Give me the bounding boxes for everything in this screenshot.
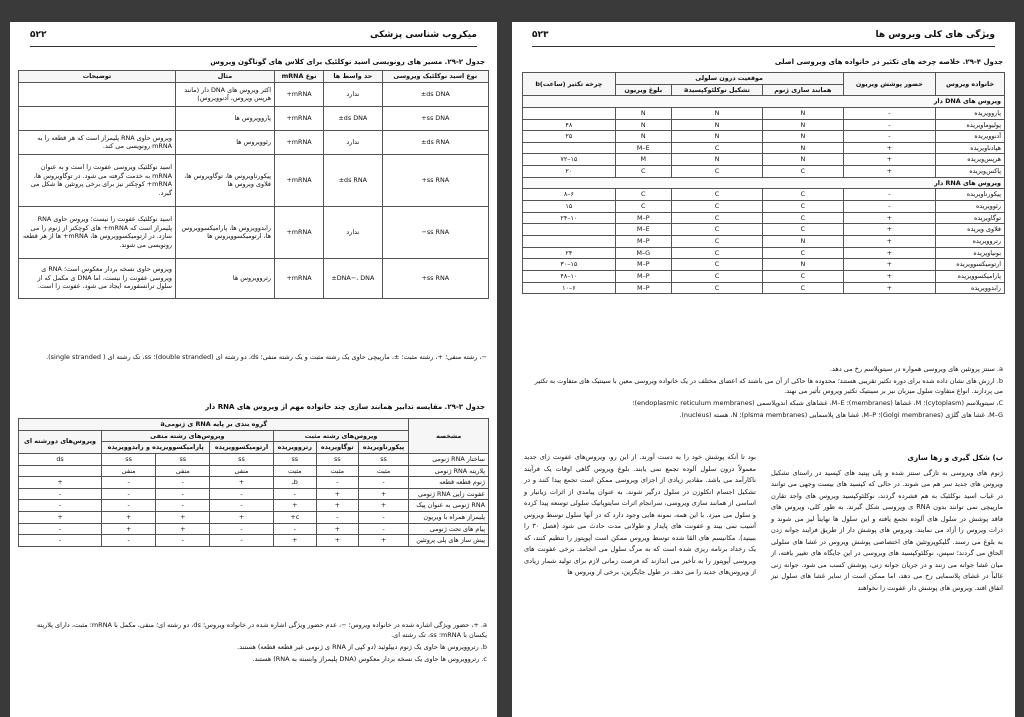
notes-cell: [19, 82, 176, 106]
table-row: [19, 477, 489, 489]
value-cell: -: [19, 535, 102, 547]
cycle-cell: [523, 224, 616, 236]
footnote: b. ارزش های نشان داده شده برای دوره تکثیر تقریبی هستند؛ محدوده ها حاکی از آن می باشند که اعضای مختلف در یک خانواده ویروسی معین با سینتیک های متفاوت به تکثیر می پردازند. انواع متفاوت سلول میزبان نیز بر سینتیک تکثیر ویروس تأثیر می نهند.: [534, 377, 1003, 396]
table-3-caption: جدول ۳-۲۹. مقایسه تدابیر همانند سازی چند خانواده مهم از ویروس های RNA دار: [205, 403, 485, 411]
table-row: [523, 270, 1005, 282]
table-row: [523, 247, 1005, 259]
replication-cell: C: [763, 247, 843, 259]
col-nucleic-acid-header: نوع اسید نوکلئیک ویروسی: [382, 71, 488, 83]
cycle-cell: ۱۵: [523, 201, 616, 213]
cycle-cell: ۲۵: [523, 131, 616, 143]
replication-cell: N: [763, 131, 843, 143]
page-number: ۵۲۲: [30, 30, 47, 40]
page-header: [532, 30, 995, 47]
nucleocapsid-cell: N: [671, 154, 762, 166]
value-cell: ss: [156, 453, 210, 465]
value-cell: -: [210, 523, 273, 535]
table-4: [522, 72, 1005, 294]
maturation-cell: C: [615, 201, 671, 213]
nucleocapsid-cell: C: [671, 142, 762, 154]
feature-cell: عفونت زایی RNA ژنومی: [409, 488, 489, 500]
value-cell: +: [102, 523, 156, 535]
maturation-cell: C: [615, 189, 671, 201]
table-row: [523, 259, 1005, 271]
value-cell: -: [358, 523, 409, 535]
table-3: [18, 418, 489, 547]
value-cell: ds: [19, 453, 102, 465]
value-cell: ss: [358, 453, 409, 465]
feature-cell: پیام های تحت ژنومی: [409, 523, 489, 535]
value-cell: -: [210, 535, 273, 547]
table-row: [19, 465, 489, 477]
replication-cell: C: [763, 212, 843, 224]
family-cell: پولیوماویریده: [936, 119, 1005, 131]
family-cell: رابدوویریده: [936, 282, 1005, 294]
nucleocapsid-cell: C: [671, 166, 762, 178]
value-cell: +: [358, 535, 409, 547]
replication-cell: C: [763, 224, 843, 236]
table-row: [19, 154, 489, 206]
mrna-type-cell: mRNA+: [275, 106, 324, 130]
table-row: [523, 131, 1005, 143]
footnote: b. رتروویروس ها حاوی یک ژنوم دیپلوئید (دو کپی از RNA ی ژنومی غیر قطعه قطعه) هستند.: [237, 643, 487, 652]
replication-cell: C: [763, 166, 843, 178]
table-row: [523, 235, 1005, 247]
nucleic-acid-cell: ss RNA−: [382, 206, 488, 258]
col-family-header: خانواده ویروس: [936, 73, 1005, 96]
envelope-cell: +: [843, 212, 936, 224]
table-header-row: [19, 71, 489, 83]
maturation-cell: M–P: [615, 282, 671, 294]
family-cell: ارتومیکسوویریده: [936, 259, 1005, 271]
value-cell: +: [358, 488, 409, 500]
replication-cell: N: [763, 235, 843, 247]
value-cell: +: [156, 512, 210, 524]
replication-cell: C: [763, 282, 843, 294]
replication-cell: C: [763, 201, 843, 213]
book-page-523: [512, 22, 1015, 717]
cycle-cell: ۱۵–۷۲: [523, 154, 616, 166]
value-cell: -: [156, 535, 210, 547]
col-nucleocapsid-header: تشکیل نوکلئوکپسیدa: [671, 84, 762, 96]
nucleocapsid-cell: C: [671, 212, 762, 224]
value-cell: -: [358, 512, 409, 524]
table-row: [19, 488, 489, 500]
table-4-notes: [524, 364, 1003, 422]
envelope-cell: +: [843, 270, 936, 282]
running-title: میکروب شناسی پزشکی: [369, 30, 477, 40]
envelope-cell: +: [843, 259, 936, 271]
value-cell: c+: [273, 512, 316, 524]
table-3-notes: [20, 620, 487, 666]
nucleocapsid-cell: C: [671, 270, 762, 282]
family-cell: پارامیکسوویریده: [936, 270, 1005, 282]
col-replication-header: همانند سازی ژنوم: [763, 84, 843, 96]
value-cell: -: [19, 523, 102, 535]
section-row: [523, 96, 1005, 108]
nucleocapsid-cell: N: [671, 119, 762, 131]
value-cell: ss: [273, 453, 316, 465]
page-header: [30, 30, 477, 47]
value-cell: +: [316, 488, 358, 500]
mrna-type-cell: mRNA+: [275, 258, 324, 298]
page-number: ۵۲۳: [532, 30, 549, 40]
value-cell: +: [316, 500, 358, 512]
maturation-cell: M–P: [615, 212, 671, 224]
family-cell: توگاویریده: [936, 212, 1005, 224]
family-cell: رئوویریده: [936, 201, 1005, 213]
nucleocapsid-cell: C: [671, 282, 762, 294]
envelope-cell: +: [843, 247, 936, 259]
replication-cell: N: [763, 119, 843, 131]
notes-cell: [19, 106, 176, 130]
maturation-cell: M–P: [615, 235, 671, 247]
envelope-cell: +: [843, 235, 936, 247]
nucleocapsid-cell: N: [671, 107, 762, 119]
nucleic-acid-cell: ss RNA+: [382, 154, 488, 206]
nucleic-acid-cell: ss RNA+: [382, 258, 488, 298]
family-cell: آدنوویریده: [936, 131, 1005, 143]
family-cell: هپادناویریده: [936, 142, 1005, 154]
intermediates-cell: ندارد: [324, 82, 383, 106]
table-row: [19, 535, 489, 547]
family-cell: فلاوی ویریده: [936, 224, 1005, 236]
value-cell: [19, 465, 102, 477]
table-row: [19, 523, 489, 535]
value-cell: +: [358, 500, 409, 512]
col-example-header: مثال: [176, 71, 275, 83]
book-page-522: [10, 22, 497, 717]
family-header: پارامیکسوویریده و رابدوویریده: [102, 442, 210, 454]
family-cell: پاکس‌ویریده: [936, 166, 1005, 178]
value-cell: -: [358, 477, 409, 489]
table-row: [523, 166, 1005, 178]
value-cell: -: [102, 488, 156, 500]
col-cycle-header: چرخه تکثیر (ساعت)b: [523, 73, 616, 96]
feature-cell: پلاریته RNA ژنومی: [409, 465, 489, 477]
value-cell: منفی: [102, 465, 156, 477]
value-cell: -: [273, 523, 316, 535]
value-cell: -: [316, 512, 358, 524]
location-header: موقعیت درون سلولی: [615, 73, 843, 85]
table-row: [523, 224, 1005, 236]
value-cell: +: [19, 512, 102, 524]
family-cell: پاروویریده: [936, 107, 1005, 119]
value-cell: -: [156, 477, 210, 489]
notes-cell: اسید نوکلئیک ویروسی عفونت زا است و به عنوان mRNA به خدمت گرفته می شود. در توگاویروس ها، mRNA+ کوچکتر نیز برای برخی پروتئین ها شکل می گیرد.: [19, 154, 176, 206]
maturation-cell: M–E: [615, 224, 671, 236]
value-cell: +: [210, 512, 273, 524]
feature-cell: پیش ساز های پلی پروتئین: [409, 535, 489, 547]
value-cell: ss: [102, 453, 156, 465]
value-cell: -: [156, 488, 210, 500]
notes-cell: ویروس حاوی نسخه بردار معکوس است؛ RNA ی ویروسی عفونت زا نیست، اما DNA ی مکمل که از سلول ترانسفورمه ایجاد می شود، عفونت زا است.: [19, 258, 176, 298]
value-cell: +: [210, 477, 273, 489]
nucleic-acid-cell: ds RNA±: [382, 130, 488, 154]
footnote: c. رتروویروس ها حاوی یک نسخه بردار معکوس (DNA پلیمراز وابسته به RNA) هستند.: [252, 655, 487, 664]
table-row: [523, 142, 1005, 154]
table-row: [523, 201, 1005, 213]
value-cell: منفی: [156, 465, 210, 477]
col-envelope-header: حضور پوشش ویریون: [843, 73, 936, 96]
envelope-cell: +: [843, 154, 936, 166]
section-row: [523, 177, 1005, 189]
cycle-cell: ۱۰–۲۴: [523, 212, 616, 224]
cycle-cell: ۲۰: [523, 166, 616, 178]
example-cell: پیکورناویروس ها، توگاویروس ها، فلاوی ویروس ها: [176, 154, 275, 206]
value-cell: -: [210, 500, 273, 512]
value-cell: -: [19, 488, 102, 500]
intermediates-cell: ds DNA±: [324, 106, 383, 130]
example-cell: رابدوویروس ها، پارامیکسوویروس ها، ارتومیکسوویروس ها: [176, 206, 275, 258]
replication-cell: C: [763, 270, 843, 282]
cycle-cell: [523, 142, 616, 154]
nucleocapsid-cell: C: [671, 259, 762, 271]
footnote: C، سیتوپلاسم (cytoplasm)؛ M، غشاها (membranes)؛ M–E، غشاهای شبکه اندوپلاسمی (endoplasmic reticulum membranes)؛: [632, 399, 1003, 408]
cycle-cell: ۶–۸: [523, 189, 616, 201]
replication-cell: C: [763, 189, 843, 201]
nucleocapsid-cell: C: [671, 201, 762, 213]
value-cell: منفی: [210, 465, 273, 477]
nucleocapsid-cell: C: [671, 189, 762, 201]
value-cell: مثبت: [273, 465, 316, 477]
envelope-cell: +: [843, 166, 936, 178]
table-row: [523, 154, 1005, 166]
nucleocapsid-cell: C: [671, 247, 762, 259]
family-header: ارتومیکسوویریده: [210, 442, 273, 454]
value-cell: -: [102, 535, 156, 547]
nucleic-acid-cell: ss DNA+: [382, 106, 488, 130]
maturation-cell: M–P: [615, 259, 671, 271]
cycle-cell: ۲۴: [523, 247, 616, 259]
mrna-type-cell: mRNA+: [275, 82, 324, 106]
footnote: M–G، غشا های گلژی (Golgi membranes)؛ M–P، غشا های پلاسمایی (plsma membranes)؛ N، هسته (nucleus).: [679, 411, 1003, 420]
feature-cell: پلیمراز همراه با ویریون: [409, 512, 489, 524]
family-cell: هرپس‌ویریده: [936, 154, 1005, 166]
family-header: پیکورناویریده: [358, 442, 409, 454]
table-2: [18, 70, 489, 299]
cycle-cell: ۱۵–۳۰: [523, 259, 616, 271]
table-row: [19, 82, 489, 106]
family-header: رتروویریده: [273, 442, 316, 454]
value-cell: +: [273, 500, 316, 512]
text-column-left: [524, 452, 756, 579]
table-row: [523, 189, 1005, 201]
value-cell: مثبت: [316, 465, 358, 477]
value-cell: -: [19, 500, 102, 512]
cycle-cell: [523, 107, 616, 119]
value-cell: +: [316, 535, 358, 547]
section-heading: ب) شکل گیری و رها سازی: [907, 453, 1003, 462]
table-row: [19, 453, 489, 465]
envelope-cell: -: [843, 189, 936, 201]
col-intermediates-header: حد واسط ها: [324, 71, 383, 83]
value-cell: +: [273, 535, 316, 547]
maturation-cell: M–G: [615, 247, 671, 259]
group-negative-strand: ویروس‌های رشته منفی: [102, 430, 274, 442]
notes-cell: اسید نوکلئیک عفونت زا نیست؛ ویروس حاوی RNA پلیمراز است که mRNA+ های کوچکتر از ژنوم را می سازد. در ارتومیکسوویروس ها، mRNA+ ها از هر قطعه رونویسی می شوند.: [19, 206, 176, 258]
value-cell: -: [210, 488, 273, 500]
replication-cell: N: [763, 142, 843, 154]
maturation-cell: N: [615, 107, 671, 119]
nucleocapsid-cell: C: [671, 235, 762, 247]
paragraph: ژنوم های ویروسی به تازگی سنتز شده و پلی پپتید های کپسید در راستای تشکیل ویروس های جدید سر هم می شوند. در حالی که کپسید های بیست وجهی می توانند در غیاب اسید نوکلئیک به هم فشرده گردند، نوکلئوکپسید ویروس های واجد تقارن مارپیچی نمی توانند بدون RNA ی ویروسی شکل گیرند. به طور کلی، ویروس های فاقد پوشش در سلول های آلوده تجمع یافته و این سلول ها نهایتاً لیز می شوند و ذرات ویروس را آزاد می نمایند. ویروس های پوشش دار از طریق فرایند جوانه زدن به بلوغ می رسند. گلیکوپروتئین های اختصاصی پوشش ویروس در غشا های سلولی الحاق می گردند؛ سپس، نوکلئوکپسید های ویروسی در این جایگاه های تغییر یافته، از میان غشا جوانه می زنند و در جریان جوانه زنی، پوشش کسب می شود. جوانه زنی غالباً در غشای پلاسمایی رخ می دهد، اما ممکن است از سایر غشا های سلول نیز اتفاق افتد. ویروس های پوشش دار عفونت زا نخواهند: [771, 468, 1003, 592]
replication-cell: N: [763, 107, 843, 119]
table-2-footnote: −، رشته منفی؛ +، رشته مثبت؛ ±، مارپیچی حاوی یک رشته مثبت و یک رشته منفی؛ ds، دو رشته ای (double stranded)؛ ss، تک رشته ای ( single stranded).: [46, 353, 487, 361]
example-cell: پاروویروس ها: [176, 106, 275, 130]
value-cell: ss: [210, 453, 273, 465]
col-feature-header: مشخصه: [409, 419, 489, 454]
envelope-cell: +: [843, 282, 936, 294]
section-label: ویروس های DNA دار: [523, 96, 1005, 108]
table-row: [19, 206, 489, 258]
col-maturation-header: بلوغ ویریون: [615, 84, 671, 96]
running-title: ویژگی های کلی ویروس ها: [875, 30, 995, 40]
value-cell: bـ: [273, 477, 316, 489]
replication-cell: N: [763, 259, 843, 271]
maturation-cell: M–E: [615, 142, 671, 154]
footnote: a. +، حضور ویژگی اشاره شده در خانواده ویروس؛ −، عدم حضور ویژگی اشاره شده در خانواده ویروس؛ ds، دو رشته ای؛ منفی، مکمل با mRNA؛ مثبت، دارای پلاریته یکسان با mRNA؛ ss، تک رشته ای.: [36, 621, 487, 640]
intermediates-cell: ندارد: [324, 206, 383, 258]
feature-cell: ژنوم قطعه قطعه: [409, 477, 489, 489]
group-header: گروه بندی بر پایه RNA ی ژنومیa: [19, 419, 409, 431]
mrna-type-cell: mRNA+: [275, 206, 324, 258]
maturation-cell: N: [615, 119, 671, 131]
nucleocapsid-cell: C: [671, 224, 762, 236]
value-cell: +: [102, 512, 156, 524]
col-notes-header: توضیحات: [19, 71, 176, 83]
table-row: [523, 107, 1005, 119]
value-cell: +: [316, 523, 358, 535]
intermediates-cell: DNA−، DNA±: [324, 258, 383, 298]
example-cell: رتروویروس ها: [176, 258, 275, 298]
table-row: [523, 212, 1005, 224]
family-cell: بونیاویریده: [936, 247, 1005, 259]
intermediates-cell: ندارد: [324, 130, 383, 154]
cycle-cell: ۶–۱۰: [523, 282, 616, 294]
group-double-strand: ویروس‌های دورشته ای: [19, 430, 102, 453]
feature-cell: RNA ژنومی به عنوان پیک: [409, 500, 489, 512]
text-column-right: [771, 452, 1003, 594]
cycle-cell: ۴۸: [523, 119, 616, 131]
nucleic-acid-cell: ds DNA±: [382, 82, 488, 106]
paragraph: بود تا آنکه پوشش خود را به دست آورند. از این رو، ویروس‌های عفونت زای جدید معمولاً درون سلول آلوده تجمع نمی یابند. بلوغ ویروس گاهی اوقات یک فرآیند ناکارآمد می باشد. مقادیر زیادی از اجزای ویروسی ممکن است تجمع پیدا کنند و در تشکیل اجسام انکلوزن در سلول درگیر شوند. به عنوان پیامدی از اثرات زیانبار و اساسی از همانند سازی ویروسی، سرانجام اثرات سایتوپاتیک سلولی توسعه پیدا کرده و سلول می میرد. با این همه، نمونه هایی وجود دارد که در آنها سلول توسط ویروس آسیب نمی بیند و عفونت های پایدار و طولانی مدت حادث می شود (فصل ۳۰ را ببینید). مکانیسم های القا شده توسط ویروس ممکن است آپوپتوز را تنظیم کنند، که یک رخداد برنامه ریزی شده است که به مرگ سلول می انجامد. برخی عفونت های ویروسی آپوپتوز را به تأخیر می اندازند که فرصت زمانی لازم برای تولید شمار زیادی از ویروس‌های جدید را می دهد. در طول جایگزین، برخی از ویروس ها: [524, 453, 756, 577]
section-label: ویروس های RNA دار: [523, 177, 1005, 189]
value-cell: -: [316, 477, 358, 489]
maturation-cell: M: [615, 154, 671, 166]
example-cell: رئوویروس ها: [176, 130, 275, 154]
envelope-cell: +: [843, 142, 936, 154]
cycle-cell: [523, 235, 616, 247]
group-positive-strand: ویروس‌های رشته مثبت: [273, 430, 409, 442]
family-cell: رتروویریده: [936, 235, 1005, 247]
envelope-cell: +: [843, 224, 936, 236]
table-4-caption: جدول ۴-۲۹. خلاصه چرخه های تکثیر در خانواده های ویروسی اصلی: [774, 58, 1003, 66]
value-cell: ss: [316, 453, 358, 465]
table-row: [19, 106, 489, 130]
table-row: [19, 512, 489, 524]
maturation-cell: C: [615, 166, 671, 178]
value-cell: -: [156, 500, 210, 512]
mrna-type-cell: mRNA+: [275, 154, 324, 206]
envelope-cell: -: [843, 201, 936, 213]
notes-cell: ویروس حاوی RNA پلیمراز است که هر قطعه را به mRNA رونویسی می کند.: [19, 130, 176, 154]
value-cell: -: [273, 488, 316, 500]
nucleocapsid-cell: N: [671, 131, 762, 143]
table-row: [19, 258, 489, 298]
value-cell: مثبت: [358, 465, 409, 477]
mrna-type-cell: mRNA+: [275, 130, 324, 154]
table-row: [19, 500, 489, 512]
maturation-cell: M–P: [615, 270, 671, 282]
maturation-cell: N: [615, 131, 671, 143]
table-row: [19, 130, 489, 154]
intermediates-cell: ds RNA±: [324, 154, 383, 206]
value-cell: -: [102, 500, 156, 512]
envelope-cell: -: [843, 131, 936, 143]
family-header: توگاویریده: [316, 442, 358, 454]
replication-cell: N: [763, 154, 843, 166]
envelope-cell: -: [843, 119, 936, 131]
value-cell: -: [102, 477, 156, 489]
table-row: [523, 282, 1005, 294]
footnote: a. سنتز پروتئین های ویروسی همواره در سیتوپلاسم رخ می دهد.: [829, 365, 1003, 373]
value-cell: +: [19, 477, 102, 489]
cycle-cell: ۱۰–۴۸: [523, 270, 616, 282]
envelope-cell: -: [843, 107, 936, 119]
value-cell: +: [156, 523, 210, 535]
feature-cell: ساختار RNA ژنومی: [409, 453, 489, 465]
table-2-caption: جدول ۲-۲۹. مسیر های رونویسی اسید نوکلئیک برای کلاس های گوناگون ویروس: [210, 58, 485, 66]
col-mrna-type-header: نوع mRNA: [275, 71, 324, 83]
example-cell: اکثر ویروس های DNA دار (مانند هرپس ویروس، آدنوویروس): [176, 82, 275, 106]
table-row: [523, 119, 1005, 131]
family-cell: پیکورناویریده: [936, 189, 1005, 201]
